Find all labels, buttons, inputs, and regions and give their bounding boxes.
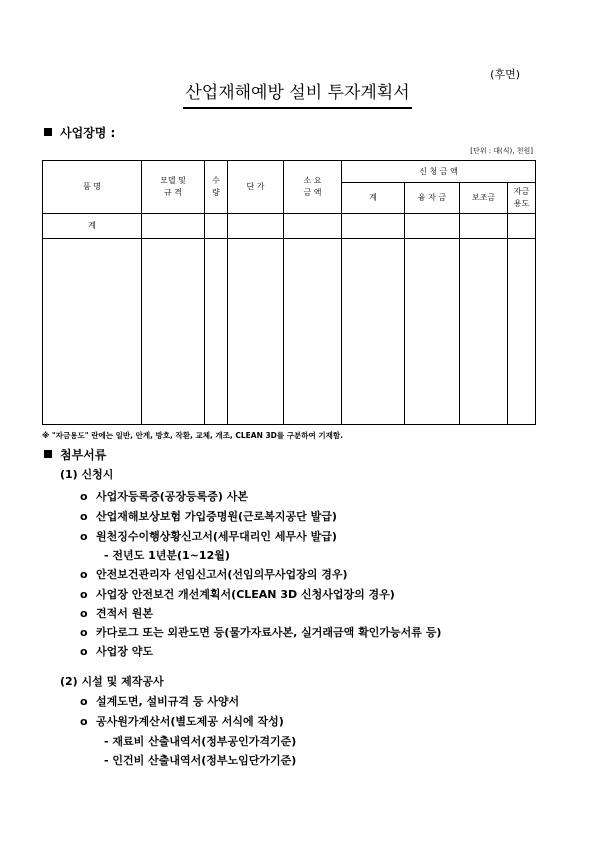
table-cell: [405, 239, 460, 425]
attachment-sub-item: - 전년도 1년분(1~12월): [104, 549, 230, 562]
table-cell: [43, 239, 142, 425]
section-1-title: (1) 신청시: [60, 468, 114, 481]
section-2-title: (2) 시설 및 제작공사: [60, 675, 164, 688]
header-subsidy: 보조금: [460, 183, 508, 214]
table-cell: [284, 239, 342, 425]
attachment-item: o 원천징수이행상황신고서(세무대리인 세무사 발급): [80, 530, 337, 543]
total-label: 계: [43, 214, 142, 239]
table-cell: [142, 239, 205, 425]
attachment-item: o 산업재해보상보험 가입증명원(근로복지공단 발급): [80, 510, 337, 523]
header-required-amount: 소 요 금 액: [284, 161, 342, 214]
unit-label: [단위 : 대(식), 천원]: [470, 147, 533, 155]
attachment-sub-item: - 인건비 산출내역서(정부노임단가기준): [104, 754, 297, 767]
attachment-item: o 사업장 안전보건 개선계획서(CLEAN 3D 신청사업장의 경우): [80, 588, 395, 601]
table-cell: [205, 239, 228, 425]
header-fund-usage: 자금 용도: [508, 183, 536, 214]
table-cell: [508, 214, 536, 239]
business-name-label: 사업장명 :: [44, 124, 115, 141]
table-cell: [205, 214, 228, 239]
attachment-item: o 사업자등록증(공장등록증) 사본: [80, 490, 249, 503]
attachments-heading: 첨부서류: [44, 446, 106, 463]
header-model: 모델 및 규 격: [142, 161, 205, 214]
header-unit-price: 단 가: [228, 161, 284, 214]
table-cell: [228, 239, 284, 425]
table-cell: [142, 214, 205, 239]
attachment-item: o 안전보건관리자 선임신고서(선임의무사업장의 경우): [80, 568, 348, 581]
back-page-label: (후면): [490, 68, 520, 81]
square-bullet-icon: [44, 128, 52, 136]
fund-usage-note: ※ "자금용도" 란에는 일반, 안게, 방호, 작환, 교체, 개조, CLEAN 3D를 구분하여 기재함.: [42, 431, 343, 440]
attachment-sub-item: - 재료비 산출내역서(정부공인가격기준): [104, 735, 297, 748]
table-cell: [460, 239, 508, 425]
page-title: 산업재해예방 설비 투자계획서: [0, 78, 595, 109]
header-item: 품 명: [43, 161, 142, 214]
table-cell: [342, 239, 405, 425]
table-cell: [405, 214, 460, 239]
attachment-item: o 공사원가계산서(별도제공 서식에 작성): [80, 715, 284, 728]
table-cell: [228, 214, 284, 239]
square-bullet-icon: [44, 450, 52, 458]
table-cell: [342, 214, 405, 239]
table-cell: [460, 214, 508, 239]
attachment-item: o 견적서 원본: [80, 607, 153, 620]
attachment-item: o 설계도면, 설비규격 등 사양서: [80, 695, 240, 708]
header-loan: 융 자 금: [405, 183, 460, 214]
investment-table: [42, 160, 536, 425]
header-sum: 계: [342, 183, 405, 214]
attachment-item: o 사업장 약도: [80, 645, 153, 658]
attachment-item: o 카다로그 또는 외관도면 등(물가자료사본, 실거래금액 확인가능서류 등): [80, 626, 442, 639]
table-cell: [284, 214, 342, 239]
header-applied-amount: 신 청 금 액: [342, 161, 536, 183]
table-cell: [508, 239, 536, 425]
header-quantity: 수 량: [205, 161, 228, 214]
